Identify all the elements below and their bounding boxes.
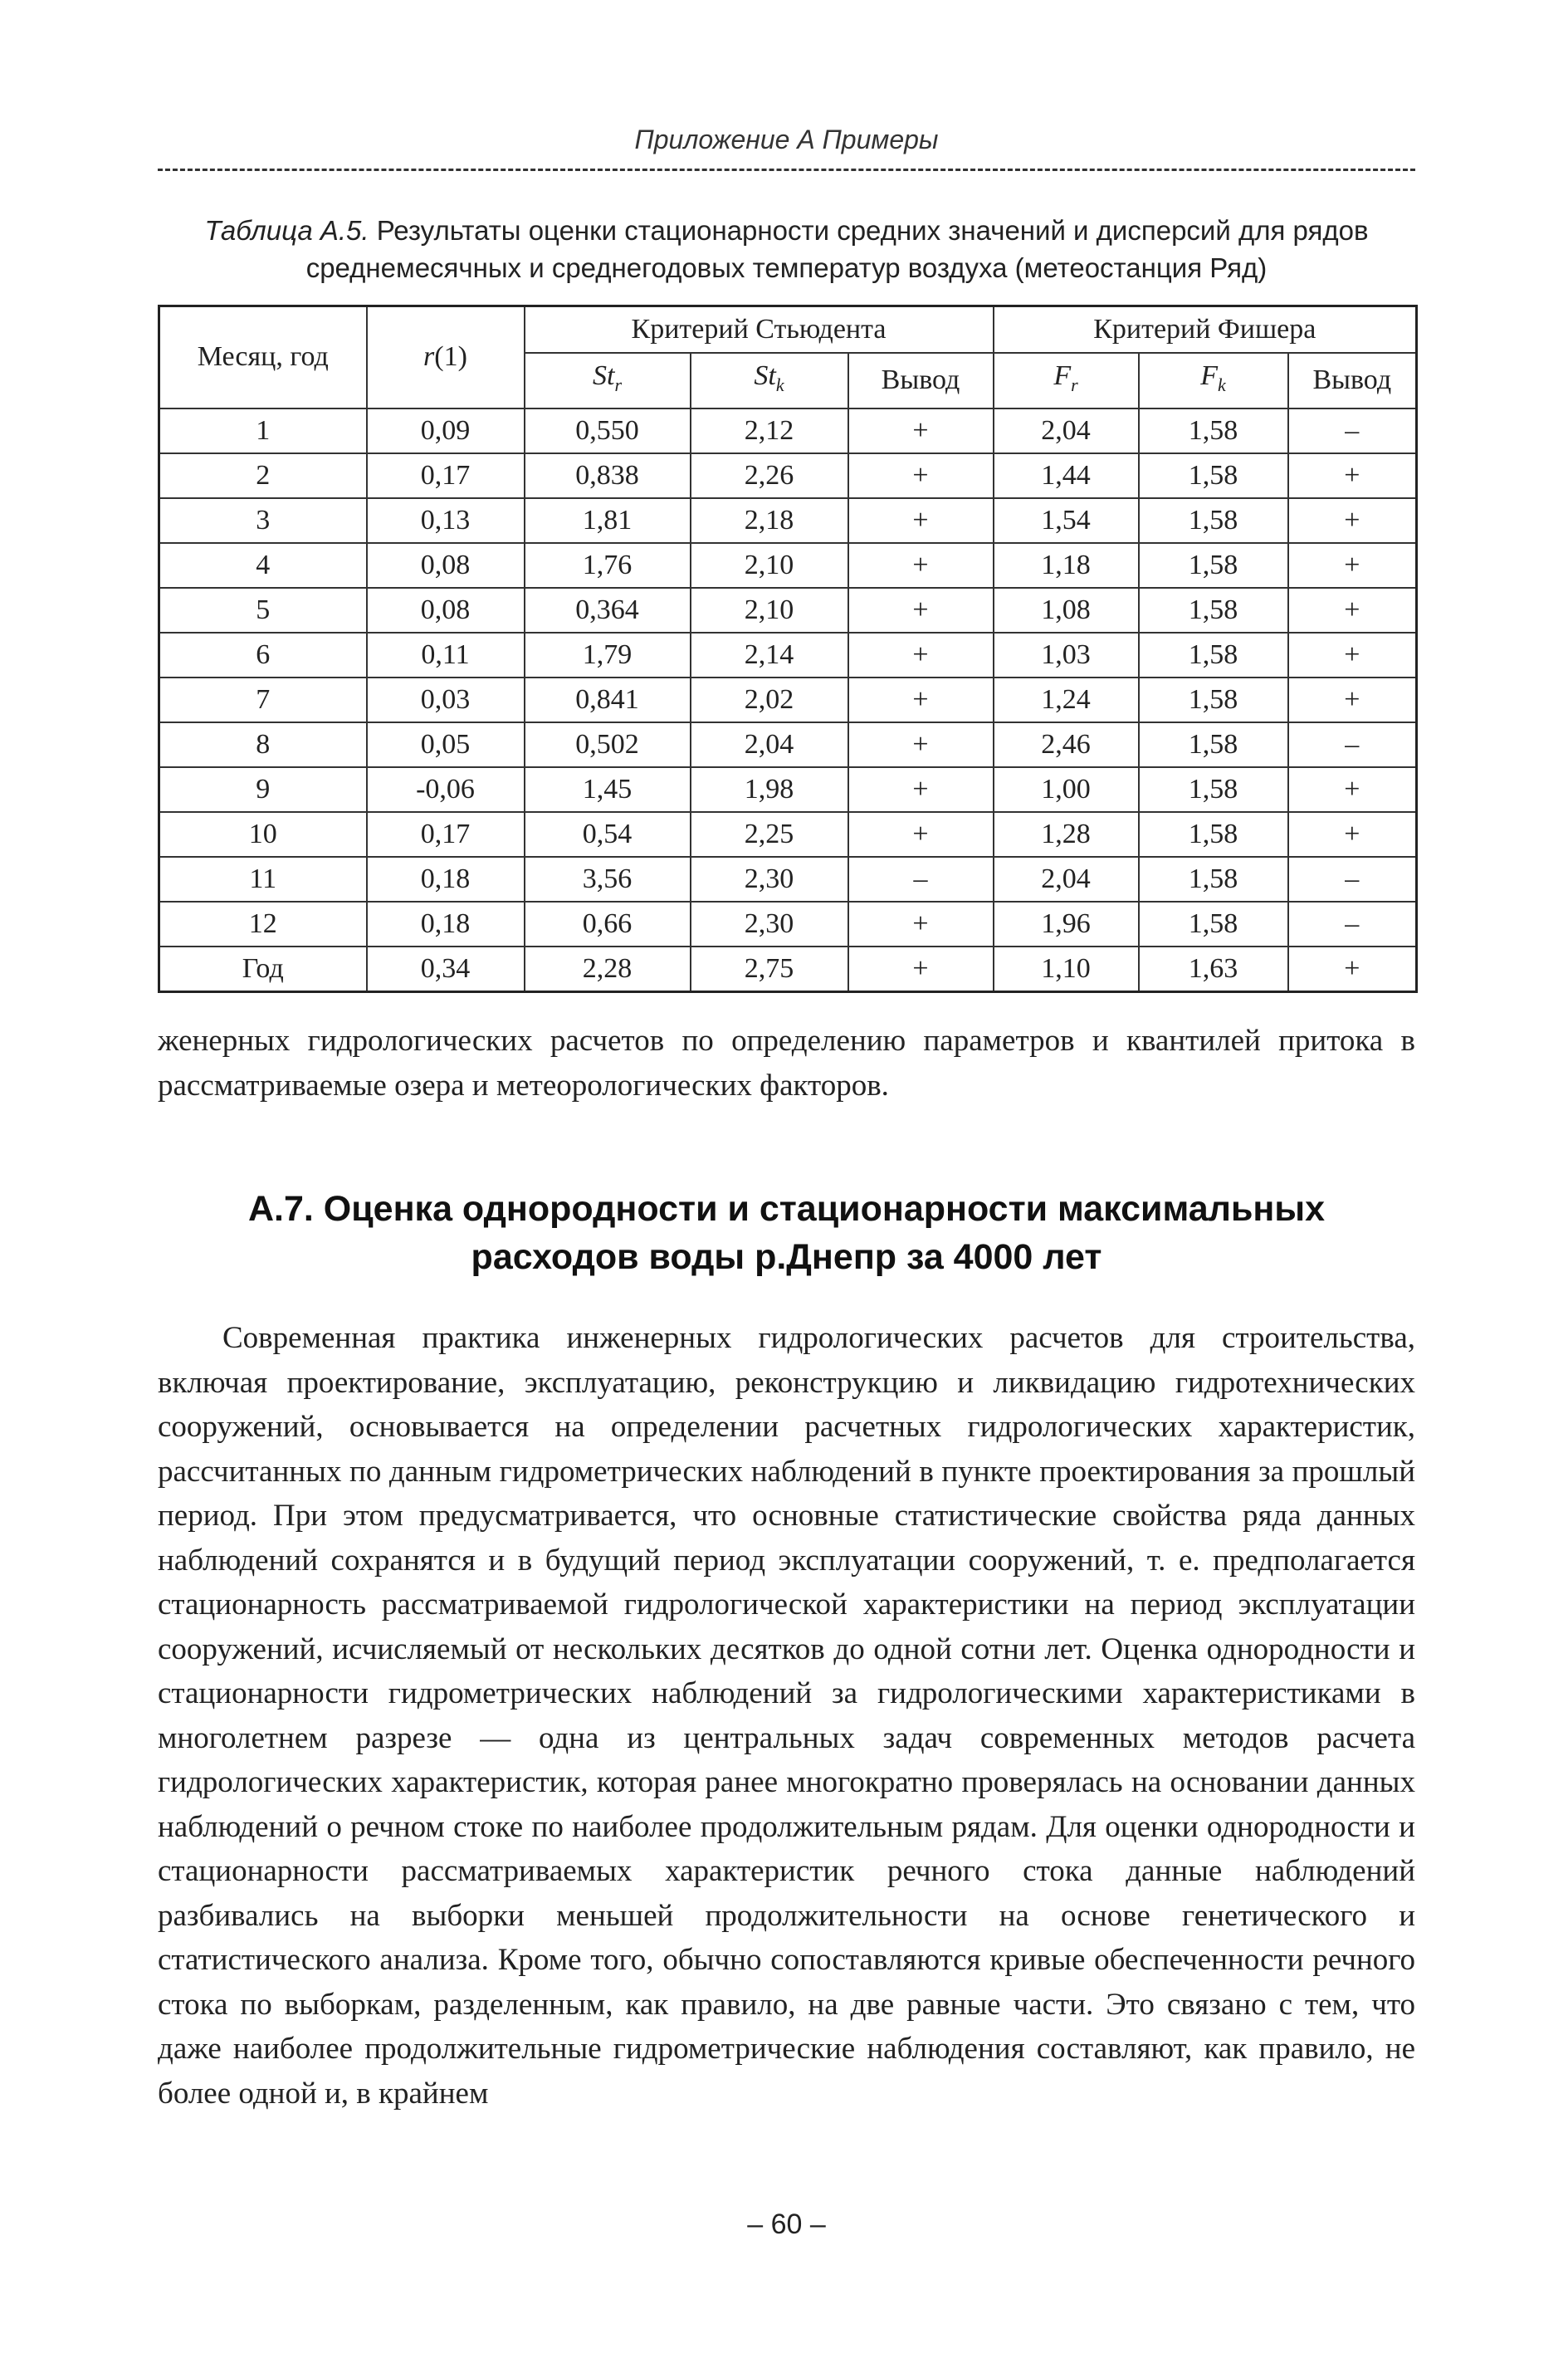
cell-f-r: 2,04 xyxy=(994,857,1139,902)
table-row xyxy=(159,857,1417,902)
cell-r1: 0,13 xyxy=(367,498,525,543)
header-f-r-sub: r xyxy=(1071,374,1078,395)
cell-student-conclusion: + xyxy=(848,902,994,947)
cell-student-conclusion: + xyxy=(848,498,994,543)
cell-st-k: 2,26 xyxy=(691,453,848,498)
header-f-r-base: F xyxy=(1053,360,1072,391)
cell-month: 6 xyxy=(159,633,367,678)
cell-st-k: 2,02 xyxy=(691,678,848,722)
table-caption-text: Результаты оценки стационарности средних значений и дисперсий для рядов среднемесячных и среднегодовых температур воздуха (метеостанция Ряд) xyxy=(305,215,1369,283)
cell-r1: 0,03 xyxy=(367,678,525,722)
cell-f-r: 1,96 xyxy=(994,902,1139,947)
cell-f-r: 1,24 xyxy=(994,678,1139,722)
cell-f-r: 1,28 xyxy=(994,812,1139,857)
table-row xyxy=(159,902,1417,947)
cell-month: 2 xyxy=(159,453,367,498)
main-paragraph: Современная практика инженерных гидрологических расчетов для строительства, включая проектирование, эксплуатацию, реконструкцию и ликвидацию гидротехнических сооружений, основывается на определении расчетных гидрологических характеристик, рассчитанных по данным гидрометрических наблюдений в пункте проектирования за прошлый период. При этом предусматривается, что основные статистические свойства ряда данных наблюдений сохранятся и в будущий период эксплуатации сооружений, т. е. предполагается стационарность рассматриваемой гидрологической характеристики на период эксплуатации сооружений, исчисляемый от нескольких десятков до одной сотни лет. Оценка однородности и стационарности гидрометрических наблюдений за гидрологическими характеристиками в многолетнем разрезе — одна из центральных задач современных методов расчета гидрологических характеристик, которая ранее многократно проверялась на основании данных наблюдений о речном стоке по наиболее продолжительным рядам. Для оценки однородности и стационарности рассматриваемых характеристик речного стока данные наблюдений разбивались на выборки меньшей продолжительности на основе генетического и статистического анализа. Кроме того, обычно сопоставляются кривые обеспеченности речного стока по выборкам, разделенным, как правило, на две равные части. Это связано с тем, что даже наиболее продолжительные гидрометрические наблюдения составляют, как правило, не более одной и, в крайнем xyxy=(158,1321,1415,2111)
cell-student-conclusion: + xyxy=(848,543,994,588)
cell-f-r: 1,54 xyxy=(994,498,1139,543)
header-student-criterion: Критерий Стьюдента xyxy=(525,306,994,354)
cell-r1: 0,18 xyxy=(367,902,525,947)
continued-paragraph: женерных гидрологических расчетов по определению параметров и квантилей притока в рассматриваемые озера и метеорологических факторов. xyxy=(158,1024,1415,1103)
table-header-row-1 xyxy=(159,306,1417,354)
cell-fisher-conclusion: + xyxy=(1288,633,1417,678)
header-st-r-base: St xyxy=(592,360,615,391)
header-st-k-base: St xyxy=(754,360,776,391)
table-row xyxy=(159,633,1417,678)
header-f-k-base: F xyxy=(1200,360,1219,391)
cell-st-k: 2,25 xyxy=(691,812,848,857)
cell-month: Год xyxy=(159,947,367,992)
cell-st-k: 1,98 xyxy=(691,767,848,812)
cell-st-k: 2,10 xyxy=(691,543,848,588)
header-f-k-sub: k xyxy=(1218,374,1226,395)
running-header: Приложение А Примеры xyxy=(634,125,939,154)
table-row xyxy=(159,453,1417,498)
cell-st-r: 0,838 xyxy=(525,453,691,498)
cell-r1: 0,18 xyxy=(367,857,525,902)
cell-f-k: 1,58 xyxy=(1139,767,1288,812)
header-st-k xyxy=(691,353,848,408)
header-r1 xyxy=(367,306,525,408)
cell-student-conclusion: + xyxy=(848,812,994,857)
cell-st-r: 0,550 xyxy=(525,408,691,453)
cell-month: 5 xyxy=(159,588,367,633)
cell-st-k: 2,04 xyxy=(691,722,848,767)
cell-f-k: 1,58 xyxy=(1139,498,1288,543)
header-f-k xyxy=(1139,353,1288,408)
cell-student-conclusion: + xyxy=(848,453,994,498)
cell-st-k: 2,30 xyxy=(691,857,848,902)
header-st-r-sub: r xyxy=(614,374,622,395)
table-row xyxy=(159,722,1417,767)
cell-st-r: 0,66 xyxy=(525,902,691,947)
cell-st-r: 1,45 xyxy=(525,767,691,812)
cell-st-r: 0,364 xyxy=(525,588,691,633)
cell-st-r: 2,28 xyxy=(525,947,691,992)
cell-st-k: 2,10 xyxy=(691,588,848,633)
cell-f-k: 1,58 xyxy=(1139,902,1288,947)
cell-fisher-conclusion: + xyxy=(1288,498,1417,543)
cell-fisher-conclusion: – xyxy=(1288,902,1417,947)
cell-month: 7 xyxy=(159,678,367,722)
header-f-r xyxy=(994,353,1139,408)
header-r1-arg: (1) xyxy=(434,341,467,373)
cell-student-conclusion: + xyxy=(848,633,994,678)
section-title-line-2: расходов воды р.Днепр за 4000 лет xyxy=(471,1237,1102,1277)
cell-student-conclusion: + xyxy=(848,678,994,722)
cell-f-r: 1,10 xyxy=(994,947,1139,992)
cell-r1: 0,34 xyxy=(367,947,525,992)
cell-r1: -0,06 xyxy=(367,767,525,812)
table-row xyxy=(159,812,1417,857)
header-conclusion-fisher: Вывод xyxy=(1288,353,1417,408)
cell-st-k: 2,30 xyxy=(691,902,848,947)
table-row xyxy=(159,408,1417,453)
table-row xyxy=(159,543,1417,588)
table-row xyxy=(159,678,1417,722)
cell-st-r: 1,81 xyxy=(525,498,691,543)
cell-st-k: 2,12 xyxy=(691,408,848,453)
cell-fisher-conclusion: + xyxy=(1288,588,1417,633)
cell-f-k: 1,63 xyxy=(1139,947,1288,992)
cell-st-k: 2,14 xyxy=(691,633,848,678)
cell-f-k: 1,58 xyxy=(1139,812,1288,857)
cell-month: 11 xyxy=(159,857,367,902)
section-title-line-1: А.7. Оценка однородности и стационарности максимальных xyxy=(247,1189,1326,1229)
cell-f-k: 1,58 xyxy=(1139,408,1288,453)
header-conclusion-student: Вывод xyxy=(848,353,994,408)
header-divider xyxy=(158,169,1415,171)
cell-fisher-conclusion: – xyxy=(1288,408,1417,453)
table-row xyxy=(159,947,1417,992)
header-month-year: Месяц, год xyxy=(159,306,367,408)
cell-f-k: 1,58 xyxy=(1139,678,1288,722)
cell-r1: 0,17 xyxy=(367,453,525,498)
cell-month: 8 xyxy=(159,722,367,767)
cell-student-conclusion: + xyxy=(848,588,994,633)
cell-f-r: 2,46 xyxy=(994,722,1139,767)
cell-f-r: 1,44 xyxy=(994,453,1139,498)
cell-fisher-conclusion: + xyxy=(1288,947,1417,992)
cell-st-k: 2,18 xyxy=(691,498,848,543)
header-fisher-criterion: Критерий Фишера xyxy=(994,306,1417,354)
cell-month: 1 xyxy=(159,408,367,453)
cell-student-conclusion: – xyxy=(848,857,994,902)
cell-month: 9 xyxy=(159,767,367,812)
cell-f-k: 1,58 xyxy=(1139,543,1288,588)
cell-month: 3 xyxy=(159,498,367,543)
cell-st-r: 0,841 xyxy=(525,678,691,722)
header-st-r xyxy=(525,353,691,408)
cell-fisher-conclusion: + xyxy=(1288,543,1417,588)
cell-fisher-conclusion: – xyxy=(1288,722,1417,767)
cell-f-r: 1,00 xyxy=(994,767,1139,812)
cell-r1: 0,09 xyxy=(367,408,525,453)
cell-r1: 0,08 xyxy=(367,543,525,588)
cell-student-conclusion: + xyxy=(848,947,994,992)
cell-r1: 0,11 xyxy=(367,633,525,678)
header-st-k-sub: k xyxy=(775,374,784,395)
cell-f-k: 1,58 xyxy=(1139,857,1288,902)
cell-st-r: 3,56 xyxy=(525,857,691,902)
page-number: – 60 – xyxy=(747,2209,826,2240)
cell-r1: 0,08 xyxy=(367,588,525,633)
cell-month: 12 xyxy=(159,902,367,947)
cell-f-k: 1,58 xyxy=(1139,633,1288,678)
table-caption-label: Таблица А.5. xyxy=(204,215,369,246)
cell-student-conclusion: + xyxy=(848,722,994,767)
cell-f-k: 1,58 xyxy=(1139,722,1288,767)
cell-f-k: 1,58 xyxy=(1139,588,1288,633)
cell-student-conclusion: + xyxy=(848,767,994,812)
header-r1-letter: r xyxy=(423,341,435,373)
cell-st-r: 1,79 xyxy=(525,633,691,678)
table-caption xyxy=(158,212,1415,286)
cell-f-r: 1,18 xyxy=(994,543,1139,588)
cell-r1: 0,05 xyxy=(367,722,525,767)
cell-f-r: 1,08 xyxy=(994,588,1139,633)
cell-f-k: 1,58 xyxy=(1139,453,1288,498)
cell-st-k: 2,75 xyxy=(691,947,848,992)
cell-r1: 0,17 xyxy=(367,812,525,857)
cell-fisher-conclusion: + xyxy=(1288,453,1417,498)
table-row xyxy=(159,767,1417,812)
table-row xyxy=(159,588,1417,633)
cell-fisher-conclusion: + xyxy=(1288,678,1417,722)
section-title xyxy=(158,1185,1415,1281)
cell-student-conclusion: + xyxy=(848,408,994,453)
cell-f-r: 2,04 xyxy=(994,408,1139,453)
table-row xyxy=(159,498,1417,543)
results-table xyxy=(158,305,1418,993)
cell-month: 10 xyxy=(159,812,367,857)
cell-fisher-conclusion: – xyxy=(1288,857,1417,902)
table-body xyxy=(159,408,1417,992)
cell-f-r: 1,03 xyxy=(994,633,1139,678)
cell-month: 4 xyxy=(159,543,367,588)
cell-fisher-conclusion: + xyxy=(1288,767,1417,812)
cell-st-r: 1,76 xyxy=(525,543,691,588)
cell-st-r: 0,502 xyxy=(525,722,691,767)
cell-fisher-conclusion: + xyxy=(1288,812,1417,857)
cell-st-r: 0,54 xyxy=(525,812,691,857)
